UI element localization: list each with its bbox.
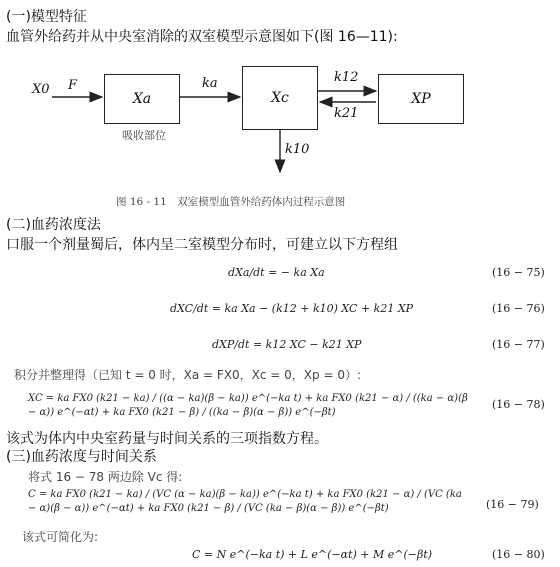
k12-label: k12: [334, 70, 359, 85]
k10-label: k10: [285, 142, 310, 157]
section-intro-oral-dose: 口服一个剂量蜀后，体内呈二室模型分布时，可建立以下方程组: [6, 237, 398, 253]
xc-text: Xc: [271, 90, 289, 106]
section-heading-concentration-method: (二)血药浓度法: [6, 217, 101, 233]
equation-16-80: C = N e^(−ka t) + L e^(−αt) + M e^(−βt): [192, 548, 433, 561]
equation-number-16-75: (16 − 75): [492, 266, 545, 279]
simplify-note: 该式可简化为:: [22, 530, 99, 544]
equation-number-16-78: (16 − 78): [492, 398, 545, 411]
k21-label: k21: [334, 106, 359, 121]
equation-16-77: dXP/dt = k12 XC − k21 XP: [212, 338, 362, 351]
equation-16-78: XC = ka FX0 (k21 − ka) / ((α − ka)(β − ka)) e^(−ka t) + ka FX0 (k21 − α) / ((ka − α)(β − α)) e^(−αt) + ka FX0 (k21 − β) / ((ka − β)(α − β)) e^(−βt): [28, 393, 468, 418]
equation-16-75: dXa/dt = − ka Xa: [228, 266, 325, 279]
x0-label: [32, 82, 50, 97]
absorption-compartment-box: [104, 74, 180, 124]
equation-number-16-80: (16 − 80): [492, 548, 545, 561]
figure-caption: 图 16 - 11 双室模型血管外给药体内过程示意图: [116, 196, 346, 208]
compartment-diagram: [0, 54, 560, 224]
equation-16-79: C = ka FX0 (k21 − ka) / (VC (α − ka)(β − ka)) e^(−ka t) + ka FX0 (k21 − α) / (VC (ka − α)(β − α)) e^(−αt) + ka FX0 (k21 − β) / (VC (ka − β)(α − β)) e^(−βt): [28, 489, 462, 514]
xp-text: XP: [411, 91, 431, 107]
ka-label: ka: [202, 76, 218, 91]
equation-number-16-76: (16 − 76): [492, 302, 545, 315]
x0-text: X0: [32, 82, 50, 97]
section-heading-model: (一)模型特征: [6, 9, 87, 25]
integration-note: 积分并整理得（已知 t = 0 时，Xa = FX0，Xc = 0，Xp = 0）:: [14, 368, 362, 382]
xa-text: Xa: [132, 91, 152, 107]
section-heading-concentration-time: (三)血药浓度与时间关系: [6, 449, 157, 465]
equation-number-16-79: (16 − 79): [486, 498, 539, 511]
equation-16-76: dXC/dt = ka Xa − (k12 + k10) XC + k21 XP: [170, 302, 414, 315]
absorption-site-caption: 吸收部位: [122, 129, 166, 142]
section-intro-model: 血管外给药并从中央室消除的双室模型示意图如下(图 16—11):: [6, 29, 398, 45]
equation-number-16-77: (16 − 77): [492, 338, 545, 351]
central-compartment-box: [242, 66, 318, 130]
f-label: F: [68, 78, 78, 93]
section-intro-divide: 将式 16 − 78 两边除 Vc 得:: [28, 470, 183, 484]
eq78-description: 该式为体内中央室药量与时间关系的三项指数方程。: [6, 431, 328, 447]
peripheral-compartment-box: [378, 74, 464, 124]
